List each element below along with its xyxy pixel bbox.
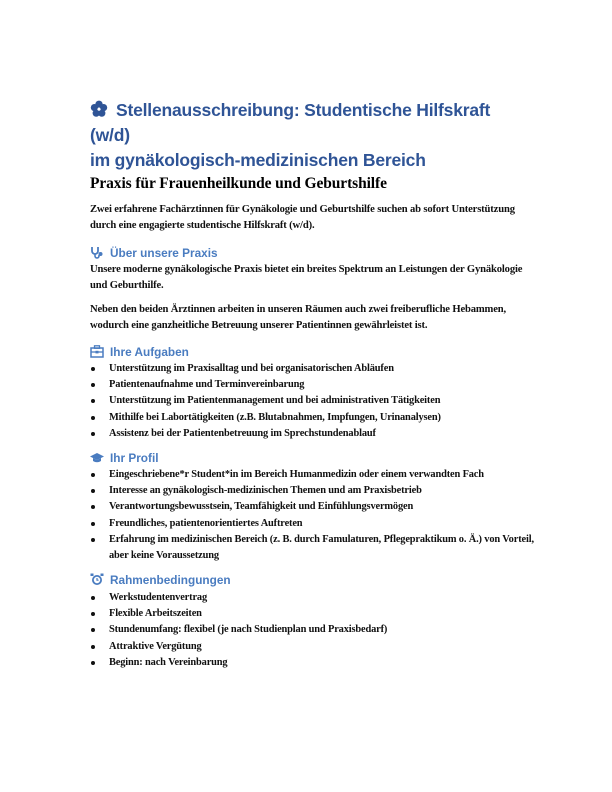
list-item <box>90 393 550 409</box>
bullet <box>91 489 95 493</box>
conditions-list <box>90 590 550 671</box>
section-heading-profile <box>90 450 159 466</box>
about-paragraph-2: Neben den beiden Ärztinnen arbeiten in unseren Räumen auch zwei freiberufliche Hebammen, wodurch eine ganzheitliche Betreuung unserer Patientinnen gewährleistet ist. <box>90 304 507 331</box>
bullet <box>91 645 95 649</box>
list-item-text: Unterstützung im Patientenmanagement und bei administrativen Tätigkeiten <box>109 395 441 407</box>
bullet <box>91 661 95 665</box>
list-item-text: Stundenumfang: flexibel (je nach Studienplan und Praxisbedarf) <box>109 624 388 636</box>
list-item <box>90 377 550 393</box>
bullet <box>91 399 95 403</box>
profile-list <box>90 467 550 564</box>
page-title <box>90 98 530 173</box>
list-item <box>90 516 550 532</box>
briefcase-icon <box>90 345 104 358</box>
bullet <box>91 522 95 526</box>
section-heading-text: Ihre Aufgaben <box>110 345 189 359</box>
list-item-text: Erfahrung im medizinischen Bereich (z. B. durch Famulaturen, Pflegepraktikum o. Ä.) von Vorteil, aber keine Voraussetzung <box>109 533 534 562</box>
section-heading-text: Ihr Profil <box>110 451 159 465</box>
list-item-text: Interesse an gynäkologisch-medizinischen Themen und am Praxisbetrieb <box>109 485 422 497</box>
list-item <box>90 606 550 622</box>
list-item <box>90 655 550 671</box>
title-line-2: im gynäkologisch-medizinischen Bereich <box>90 150 426 170</box>
list-item-text: Freundliches, patientenorientiertes Auftreten <box>109 517 303 529</box>
section-heading-about <box>90 245 218 261</box>
list-item <box>90 410 550 426</box>
list-item-text: Verantwortungsbewusstsein, Teamfähigkeit und Einfühlungsvermögen <box>109 501 414 513</box>
about-paragraph-1: Unsere moderne gynäkologische Praxis bietet ein breites Spektrum an Leistungen der Gynäkologie und Geburthilfe. <box>90 264 523 291</box>
bullet <box>91 538 95 542</box>
section-heading-conditions <box>90 572 231 588</box>
list-item-text: Eingeschriebene*r Student*in im Bereich Humanmedizin oder einem verwandten Fach <box>109 469 484 480</box>
list-item <box>90 361 550 377</box>
list-item-text: Flexible Arbeitszeiten <box>109 608 202 620</box>
section-heading-text: Über unsere Praxis <box>110 246 218 260</box>
bullet <box>91 367 95 371</box>
graduation-cap-icon <box>90 451 104 464</box>
bullet <box>91 432 95 436</box>
list-item <box>90 622 550 638</box>
bullet <box>91 383 95 387</box>
list-item <box>90 499 550 515</box>
flower-icon <box>90 100 108 118</box>
list-item <box>90 483 550 499</box>
intro-paragraph: Zwei erfahrene Fachärztinnen für Gynäkologie und Geburtshilfe suchen ab sofort Unterstützung durch eine engagierte studentische Hilfskraft (w/d). <box>90 204 515 231</box>
bullet <box>91 612 95 616</box>
list-item <box>90 639 550 655</box>
bullet <box>91 628 95 632</box>
list-item-text: Werkstudentenvertrag <box>109 592 208 603</box>
stethoscope-icon <box>90 246 104 259</box>
section-heading-text: Rahmenbedingungen <box>110 573 231 587</box>
bullet <box>91 505 95 509</box>
list-item <box>90 590 550 606</box>
bullet <box>91 473 95 477</box>
list-item-text: Mithilfe bei Labortätigkeiten (z.B. Blutabnahmen, Impfungen, Urinanalysen) <box>109 411 441 423</box>
bullet <box>91 416 95 420</box>
list-item <box>90 467 550 483</box>
list-item-text: Beginn: nach Vereinbarung <box>109 656 228 668</box>
practice-heading: Praxis für Frauenheilkunde und Geburtshilfe <box>90 175 387 192</box>
list-item-text: Assistenz bei der Patientenbetreuung im Sprechstundenablauf <box>109 427 376 439</box>
list-item <box>90 426 550 442</box>
list-item <box>90 532 534 564</box>
bullet <box>91 596 95 600</box>
title-line-1: Stellenausschreibung: Studentische Hilfskraft (w/d) <box>90 100 491 145</box>
list-item-text: Patientenaufnahme und Terminvereinbarung <box>109 379 305 391</box>
list-item-text: Attraktive Vergütung <box>109 640 202 652</box>
section-heading-tasks <box>90 344 189 360</box>
alarm-clock-icon <box>90 573 104 586</box>
tasks-list <box>90 361 550 442</box>
list-item-text: Unterstützung im Praxisalltag und bei organisatorischen Abläufen <box>109 363 394 374</box>
